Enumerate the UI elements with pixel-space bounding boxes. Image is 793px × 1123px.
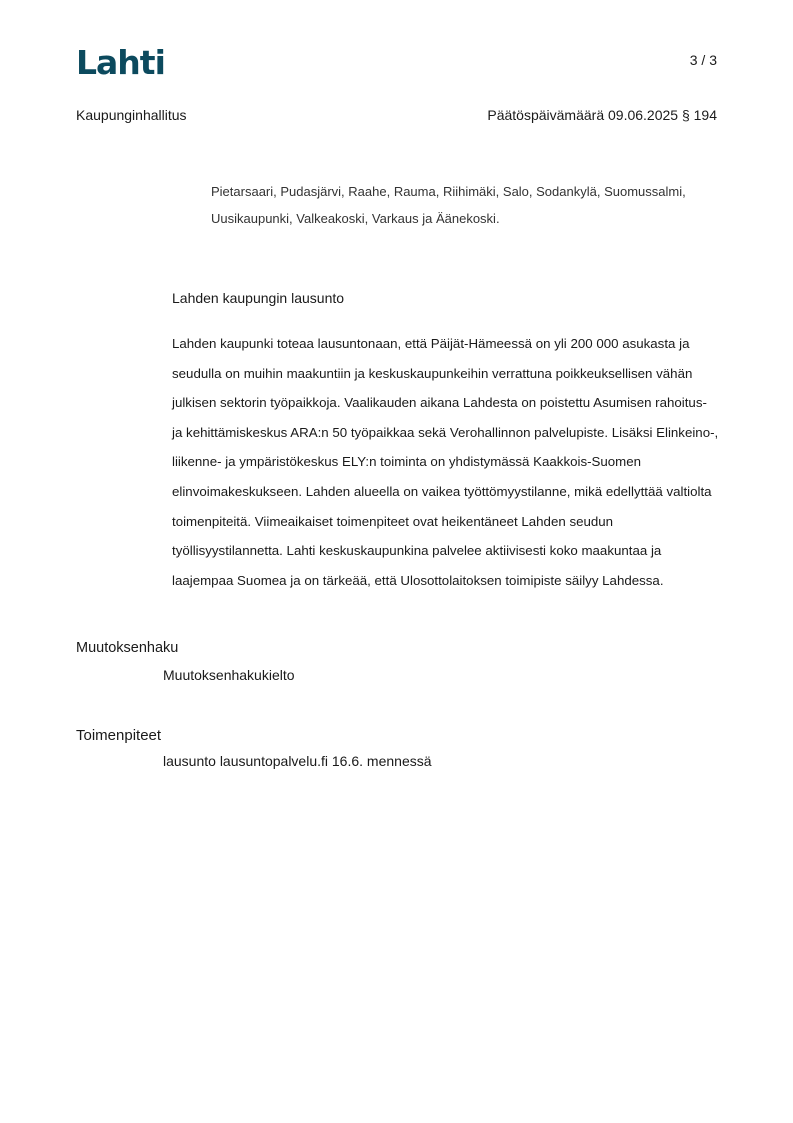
actions-text: lausunto lausuntopalvelu.fi 16.6. mennessä (163, 753, 432, 769)
actions-heading: Toimenpiteet (76, 727, 162, 744)
appeal-heading: Muutoksenhaku (76, 640, 179, 656)
decision-date-section: Päätöspäivämäärä 09.06.2025 § 194 (487, 107, 717, 123)
statement-body: Lahden kaupunki toteaa lausuntonaan, että Päijät-Hämeessä on yli 200 000 asukasta ja seudulla on muihin maakuntiin ja keskuskaupunkeihin verrattuna poikkeuksellisen vähän julkisen sektorin työpaikkoja. Vaalikauden aikana Lahdesta on poistettu Asumisen rahoitus- ja kehittämiskeskus ARA:n 50 työpaikkaa sekä Verohallinnon palvelupiste. Lisäksi Elinkeino-, liikenne- ja ympäristökeskus ELY:n toiminta on yhdistymässä Kaakkois-Suomen elinvoimakeskukseen. Lahden alueella on vaikea työttömyystilanne, mikä edellyttää valtiolta toimenpiteitä. Viimeaikaiset toimenpiteet ovat heikentäneet Lahden seudun työllisyystilannetta. Lahti keskuskaupunkina palvelee aktiivisesti koko maakuntaa ja laajempaa Suomea ja on tärkeää, että Ulosottolaitoksen toimipiste säilyy Lahdessa. (172, 336, 719, 588)
lahti-logo: Lahti (76, 43, 165, 82)
municipality-list: Pietarsaari, Pudasjärvi, Raahe, Rauma, Riihimäki, Salo, Sodankylä, Suomussalmi, Uusikaupunki, Valkeakoski, Varkaus ja Äänekoski. (211, 184, 686, 226)
page-number: 3 / 3 (689, 52, 717, 68)
appeal-text: Muutoksenhakukielto (163, 667, 295, 683)
organ-name: Kaupunginhallitus (76, 107, 187, 123)
statement-heading: Lahden kaupungin lausunto (172, 290, 345, 306)
